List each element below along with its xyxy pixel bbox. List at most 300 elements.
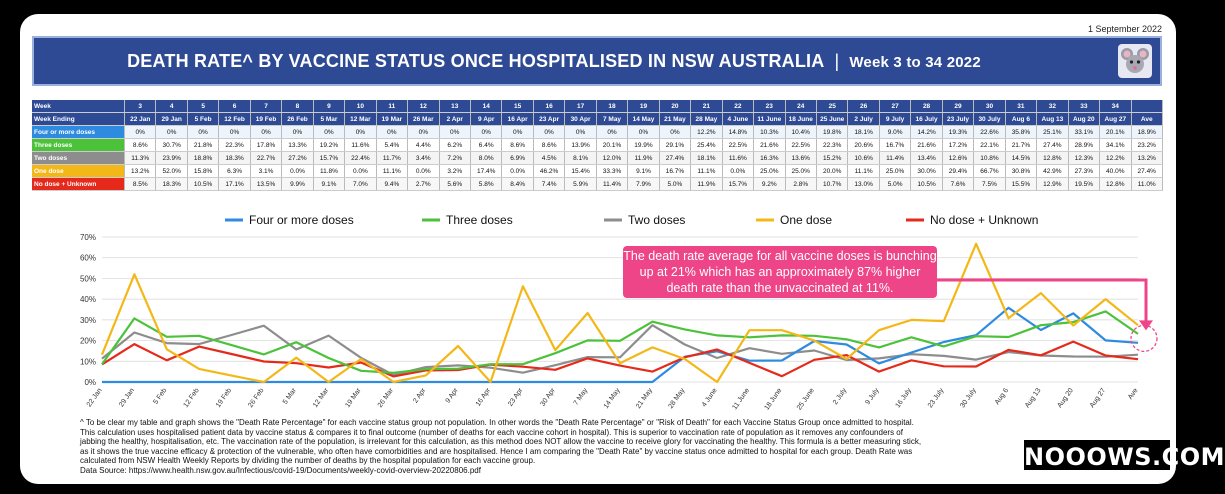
table-cell: 30.8% [1005,165,1036,178]
table-cell: 21.6% [754,139,785,152]
week-number: 21 [691,100,722,113]
week-number: 5 [187,100,218,113]
table-cell: 29.4% [942,165,973,178]
legend-label: Four or more doses [249,213,354,227]
y-tick-label: 10% [79,357,96,367]
table-cell: 22.7% [250,152,281,165]
table-cell: 18.3% [219,152,250,165]
table-cell: 10.4% [785,126,816,139]
table-row [32,165,1163,178]
x-tick-label: 5 Mar [281,387,298,406]
week-ending: 5 Mar [313,113,344,126]
footnote-line: ^ To be clear my table and graph shows the "Death Rate Percentage" for each vaccine status group not population. In other words the "Death Rate Percentage" or "Risk of Death" for each Vaccine Status Group once admitted to hospital. [80,418,914,427]
table-row [32,139,1163,152]
table-cell: 13.2% [1131,152,1163,165]
table-cell: 0% [596,126,627,139]
week-ending: Aug 13 [1037,113,1068,126]
table-cell: 0% [345,126,376,139]
week-number: 26 [848,100,879,113]
week-number: 16 [533,100,564,113]
x-tick-label: 26 Mar [376,387,396,410]
x-tick-label: 12 Feb [182,387,201,410]
watermark-logo: NOOOWS.COM [1022,438,1172,472]
week-ending: 12 Mar [345,113,376,126]
week-ending: 11 June [754,113,785,126]
table-cell: 13.5% [250,178,281,191]
table-cell: 33.3% [596,165,627,178]
week-number: 20 [659,100,690,113]
table-cell: 9.1% [628,165,659,178]
table-cell: 11.9% [691,178,722,191]
legend-label: Two doses [628,213,686,227]
table-cell: 5.6% [439,178,470,191]
week-ending: 19 Mar [376,113,407,126]
table-cell: 0% [502,126,533,139]
title-banner [32,36,1162,86]
x-tick-label: Ave [1127,387,1140,401]
table-cell: 15.7% [722,178,753,191]
table-cell: 6.2% [439,139,470,152]
week-ending: 18 June [785,113,816,126]
week-ending: 2 Apr [439,113,470,126]
week-number: 30 [974,100,1005,113]
x-tick-label: 29 Jan [118,387,137,409]
x-tick-label: 21 May [635,387,655,410]
table-cell: 27.4% [1131,165,1163,178]
callout-arrow-line [1120,280,1146,322]
week-ending: 23 Apr [533,113,564,126]
table-cell: 11.7% [376,152,407,165]
table-cell: 0% [470,126,501,139]
legend-label: No dose + Unknown [930,213,1039,227]
table-cell: 13.9% [565,139,596,152]
table-row [32,152,1163,165]
table-cell: 11.4% [596,178,627,191]
table-cell: 28.9% [1068,139,1099,152]
week-number: 18 [596,100,627,113]
table-cell: 8.5% [125,178,156,191]
table-cell: 16.3% [754,152,785,165]
table-cell: 27.3% [1068,165,1099,178]
x-tick-label: 4 June [700,387,719,409]
x-tick-label: 19 Mar [344,387,363,410]
table-cell: 10.7% [816,178,847,191]
table-cell: 0% [125,126,156,139]
x-tick-label: 28 May [667,387,687,410]
table-cell: 8.1% [565,152,596,165]
table-cell: 22.5% [722,139,753,152]
table-cell: 66.7% [974,165,1005,178]
report-date: 1 September 2022 [1087,24,1162,34]
footnote-line: jabbing the healthy, hospitalisation, etc. The vaccination rate of the population, is irrelevant for this calculation, as this method does NOT allow the vaccine to receive glory for vaccinating the healthy. This formula is a better measuring stick, [80,437,922,447]
week-number: 23 [754,100,785,113]
x-tick-label: 16 Apr [474,387,493,408]
table-header-ending [32,113,1163,126]
table-cell: 14.2% [911,126,942,139]
week-number: 8 [282,100,313,113]
line-chart [20,210,1176,425]
week-number: 28 [911,100,942,113]
table-cell: 15.7% [313,152,344,165]
table-cell: 6.9% [502,152,533,165]
table-cell: 16.7% [879,139,910,152]
week-number: 15 [502,100,533,113]
y-tick-label: 40% [79,295,96,305]
table-cell: 5.0% [879,178,910,191]
table-cell: 18.8% [187,152,218,165]
table-cell: 25.0% [785,165,816,178]
week-number: 27 [879,100,910,113]
y-tick-label: 70% [79,233,96,242]
week-number: 34 [1100,100,1131,113]
table-cell: 23.2% [1131,139,1163,152]
row-label: Two doses [32,152,125,165]
week-ending: 23 July [942,113,973,126]
series-line-four [102,308,1138,382]
table-cell: 11.9% [628,152,659,165]
table-cell: 9.9% [282,178,313,191]
x-tick-label: 30 Apr [539,387,557,408]
table-cell: 40.0% [1100,165,1131,178]
table-cell: 0% [250,126,281,139]
table-cell: 10.6% [848,152,879,165]
table-cell: 0% [565,126,596,139]
week-number: 24 [785,100,816,113]
table-cell: 10.8% [974,152,1005,165]
table-cell: 12.9% [1037,178,1068,191]
week-number: 11 [376,100,407,113]
legend-label: One dose [780,213,833,227]
table-cell: 8.6% [125,139,156,152]
table-cell: 20.1% [596,139,627,152]
table-cell: 33.1% [1068,126,1099,139]
week-number: 7 [250,100,281,113]
week-number: 22 [722,100,753,113]
table-cell: 14.5% [1005,152,1036,165]
highlight-circle [1131,325,1157,351]
table-cell: 25.1% [1037,126,1068,139]
table-cell: 14.8% [722,126,753,139]
table-cell: 42.9% [1037,165,1068,178]
table-cell: 3.4% [408,152,439,165]
week-ending: 14 May [628,113,659,126]
week-ending: Aug 27 [1100,113,1131,126]
title-subtitle: Week 3 to 34 2022 [849,54,981,71]
table-cell: 52.0% [156,165,187,178]
table-cell: 7.2% [439,152,470,165]
table-cell: 46.2% [533,165,564,178]
table-cell: 7.6% [942,178,973,191]
table-cell: 18.3% [156,178,187,191]
y-tick-label: 20% [79,336,96,346]
x-tick-label: Aug 13 [1024,387,1043,410]
table-cell: 34.1% [1100,139,1131,152]
table-cell: 0% [408,126,439,139]
table-cell: 4.4% [408,139,439,152]
table-cell: 19.3% [942,126,973,139]
week-number: 10 [345,100,376,113]
line-chart-svg [20,210,1176,420]
table-cell: 11.1% [848,165,879,178]
table-cell: 19.8% [816,126,847,139]
table-cell: 8.6% [533,139,564,152]
title-text: DEATH RATE^ BY VACCINE STATUS ONCE HOSPITALISED IN NSW AUSTRALIA [127,51,825,71]
table-cell: 22.3% [219,139,250,152]
footnote-line: as it shows the true vaccine efficacy & protection of the vulnerable, who often have comorbidities and are hospitalised. Hence I am comparing the "Death Rate" by vaccine status once admitted to hospital for each group. Death Rate was [80,446,913,456]
x-tick-label: 26 Feb [247,387,266,410]
table-cell: 21.7% [1005,139,1036,152]
footnote [80,418,980,476]
week-ending: 26 Mar [408,113,439,126]
table-cell: 20.0% [816,165,847,178]
x-tick-label: 12 Mar [312,387,331,410]
week-number: 25 [816,100,847,113]
table-cell: 17.4% [470,165,501,178]
x-tick-label: 18 June [763,387,784,412]
x-tick-label: 7 May [572,387,590,407]
table-cell: 0% [187,126,218,139]
table-cell: 25.0% [754,165,785,178]
table-cell: 0% [219,126,250,139]
week-ending: 19 Feb [250,113,281,126]
table-cell: 11.6% [722,152,753,165]
table-cell: 23.9% [156,152,187,165]
table-cell: 10.3% [754,126,785,139]
week-ending: Ave [1131,113,1163,126]
table-cell: 12.0% [596,152,627,165]
x-tick-label: 9 Apr [444,387,460,405]
table-cell: 0% [156,126,187,139]
table-cell: 11.4% [879,152,910,165]
table-cell: 18.9% [1131,126,1163,139]
week-number: 17 [565,100,596,113]
x-tick-label: 23 Apr [507,387,525,408]
footnote-line: calculated from NSW Health Weekly Reports by dividing the number of deaths by the hospital population for each vaccine group. [80,456,536,466]
table-cell: 21.6% [911,139,942,152]
table-cell: 7.5% [974,178,1005,191]
table-cell: 5.0% [659,178,690,191]
table-cell: 18.1% [848,126,879,139]
footnote-line: Data Source: https://www.health.nsw.gov.au/Infectious/covid-19/Documents/weekly-covid-overview-20220806.pdf [80,465,481,475]
table-cell: 6.3% [219,165,250,178]
table-cell: 27.4% [1037,139,1068,152]
week-number: 12 [408,100,439,113]
x-tick-label: 22 Jan [85,387,104,409]
table-cell: 22.5% [785,139,816,152]
x-tick-label: 25 June [795,387,816,412]
week-number: 29 [942,100,973,113]
callout-annotation: The death rate average for all vaccine doses is bunching up at 21% which has an approximately 87% higher death rate than the unvaccinated at 11%. [623,246,937,298]
table-cell: 30.0% [911,165,942,178]
week-ending: 12 Feb [219,113,250,126]
week-number: 6 [219,100,250,113]
table-cell: 17.1% [219,178,250,191]
week-number: 32 [1037,100,1068,113]
x-tick-label: Aug 20 [1056,387,1075,410]
footnote-line: This calculation uses hospitalised patient data by vaccine status & compares it to final outcome (number of deaths for each vaccine cohort in hospital). This is superior to vaccination rate of population as it removes any confounders of [80,427,903,437]
week-ending: 4 June [722,113,753,126]
table-cell: 17.8% [250,139,281,152]
table-row [32,126,1163,139]
mouse-logo-icon [1118,44,1152,78]
table-cell: 9.2% [754,178,785,191]
y-tick-label: 50% [79,274,96,284]
table-cell: 0% [533,126,564,139]
row-label: Three doses [32,139,125,152]
table-cell: 0% [313,126,344,139]
table-cell: 20.6% [848,139,879,152]
table-row [32,178,1163,191]
table-cell: 15.4% [565,165,596,178]
x-tick-label: 23 July [926,387,946,410]
table-cell: 13.6% [785,152,816,165]
week-ending: 28 May [691,113,722,126]
week-number: 9 [313,100,344,113]
table-cell: 7.9% [628,178,659,191]
table-cell: 13.0% [848,178,879,191]
table-cell: 8.4% [502,178,533,191]
table-cell: 25.4% [691,139,722,152]
x-tick-label: 30 July [959,387,978,410]
series-line-two [102,325,1138,375]
table-cell: 6.4% [470,139,501,152]
table-cell: 7.0% [345,178,376,191]
table-cell: 17.2% [942,139,973,152]
table-cell: 12.2% [1100,152,1131,165]
week-ending: 22 Jan [125,113,156,126]
table-cell: 3.1% [250,165,281,178]
chart-title [34,38,1074,84]
table-cell: 22.6% [974,126,1005,139]
header-label: Week [32,100,125,113]
table-cell: 0% [628,126,659,139]
week-number: 3 [125,100,156,113]
chart-panel [20,14,1176,484]
title-separator: | [834,51,840,71]
week-ending: 29 Jan [156,113,187,126]
week-number: 13 [439,100,470,113]
table-cell: 11.6% [345,139,376,152]
header-label: Week Ending [32,113,125,126]
week-ending: 26 Feb [282,113,313,126]
table-cell: 3.2% [439,165,470,178]
x-tick-label: 19 Feb [214,387,234,410]
x-tick-label: 2 July [832,387,849,407]
table-cell: 30.7% [156,139,187,152]
table-cell: 27.2% [282,152,313,165]
data-table [32,100,1163,191]
table-cell: 18.1% [691,152,722,165]
week-ending: 30 July [974,113,1005,126]
table-cell: 15.5% [1005,178,1036,191]
table-cell: 19.5% [1068,178,1099,191]
table-cell: 0.0% [722,165,753,178]
table-cell: 9.1% [313,178,344,191]
week-ending: Aug 20 [1068,113,1099,126]
table-cell: 15.2% [816,152,847,165]
table-cell: 9.4% [376,178,407,191]
week-number: 14 [470,100,501,113]
y-tick-label: 60% [79,253,96,263]
week-ending: Aug 6 [1005,113,1036,126]
table-cell: 9.0% [879,126,910,139]
table-cell: 19.2% [313,139,344,152]
table-cell: 12.2% [691,126,722,139]
table-cell: 21.8% [187,139,218,152]
table-cell: 11.3% [125,152,156,165]
week-ending: 9 Apr [470,113,501,126]
week-ending: 9 July [879,113,910,126]
week-number [1131,100,1163,113]
table-cell: 11.1% [691,165,722,178]
y-tick-label: 0% [84,378,96,387]
table-cell: 5.9% [565,178,596,191]
table-cell: 13.4% [911,152,942,165]
week-ending: 5 Feb [187,113,218,126]
table-cell: 12.8% [1100,178,1131,191]
table-cell: 13.2% [125,165,156,178]
table-cell: 7.4% [533,178,564,191]
week-number: 4 [156,100,187,113]
table-cell: 8.6% [502,139,533,152]
table-cell: 2.7% [408,178,439,191]
table-cell: 22.4% [345,152,376,165]
table-cell: 8.0% [470,152,501,165]
week-ending: 16 Apr [502,113,533,126]
table-cell: 12.6% [942,152,973,165]
x-tick-label: 16 July [894,387,914,410]
week-number: 33 [1068,100,1099,113]
table-cell: 27.4% [659,152,690,165]
week-number: 19 [628,100,659,113]
table-cell: 19.9% [628,139,659,152]
table-cell: 20.1% [1100,126,1131,139]
table-cell: 22.3% [816,139,847,152]
legend-label: Three doses [446,213,513,227]
table-cell: 13.3% [282,139,313,152]
week-ending: 21 May [659,113,690,126]
x-tick-label: Aug 27 [1088,387,1108,410]
table-cell: 16.7% [659,165,690,178]
table-cell: 0.0% [345,165,376,178]
week-ending: 30 Apr [565,113,596,126]
table-cell: 11.8% [313,165,344,178]
table-header-week [32,100,1163,113]
week-ending: 16 July [911,113,942,126]
table-cell: 11.0% [1131,178,1163,191]
y-tick-label: 30% [79,315,96,325]
table-cell: 10.5% [911,178,942,191]
table-cell: 0% [376,126,407,139]
table-cell: 5.4% [376,139,407,152]
x-tick-label: 11 June [731,387,752,412]
x-tick-label: Aug 6 [993,387,1011,407]
table-cell: 4.5% [533,152,564,165]
table-cell: 15.8% [187,165,218,178]
table-cell: 0% [659,126,690,139]
row-label: No dose + Unknown [32,178,125,191]
table-cell: 29.1% [659,139,690,152]
table-cell: 0.0% [282,165,313,178]
x-tick-label: 14 May [602,387,622,410]
table-cell: 0% [282,126,313,139]
table-cell: 25.0% [879,165,910,178]
table-cell: 2.8% [785,178,816,191]
table-cell: 11.1% [376,165,407,178]
row-label: One dose [32,165,125,178]
row-label: Four or more doses [32,126,125,139]
table-cell: 0% [439,126,470,139]
